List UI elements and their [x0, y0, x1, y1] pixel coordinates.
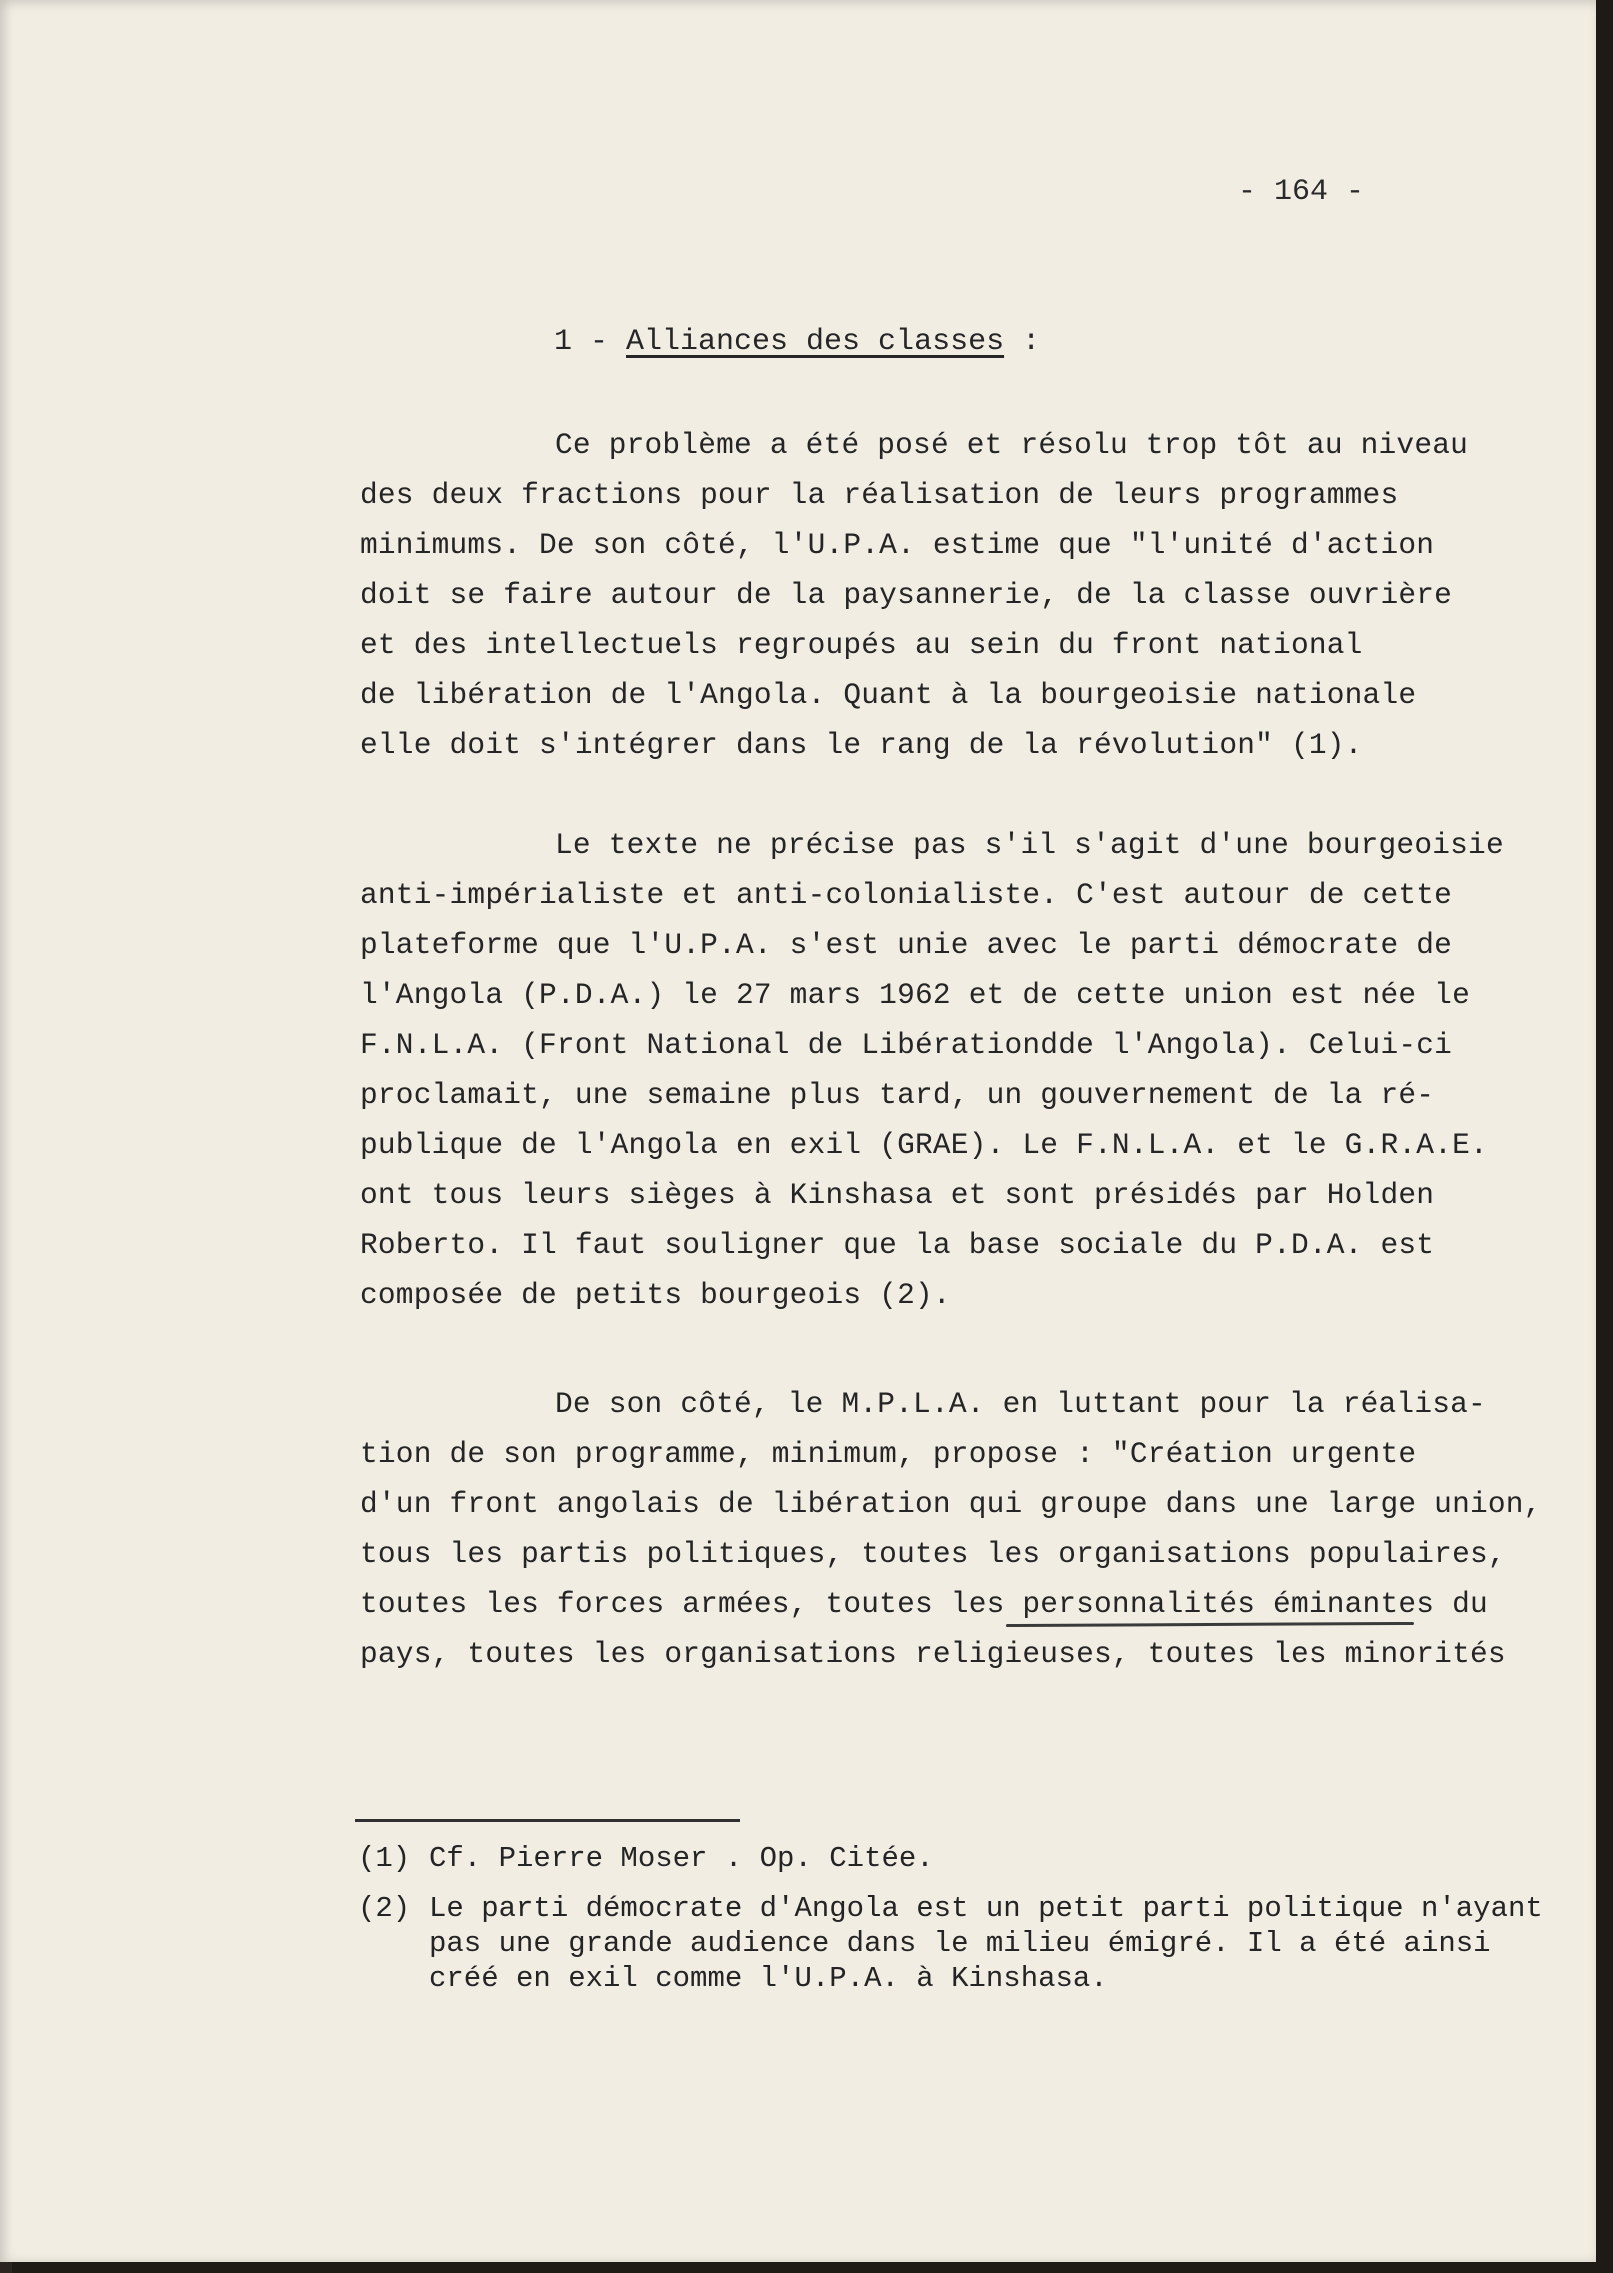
- paragraph-3-line-4: tous les partis politiques, toutes les organisations populaires,: [360, 1537, 1506, 1571]
- paragraph-1-line-3: minimums. De son côté, l'U.P.A. estime que "l'unité d'action: [360, 528, 1435, 562]
- paragraph-3-line-6: pays, toutes les organisations religieuses, toutes les minorités: [360, 1637, 1506, 1671]
- footnote-1-marker: (1): [358, 1842, 411, 1875]
- heading-suffix: :: [1004, 325, 1041, 359]
- paragraph-1-line-2: des deux fractions pour la réalisation de leurs programmes: [360, 478, 1399, 512]
- paragraph-2-line-8: ont tous leurs sièges à Kinshasa et sont présidés par Holden: [360, 1178, 1435, 1212]
- paragraph-3-line-5: toutes les forces armées, toutes les personnalités éminantes du: [360, 1587, 1488, 1621]
- handwritten-underline: [1006, 1622, 1414, 1627]
- paragraph-3-line-1: De son côté, le M.P.L.A. en luttant pour la réalisa-: [555, 1387, 1486, 1421]
- section-heading: [554, 325, 1040, 359]
- paragraph-2-line-1: Le texte ne précise pas s'il s'agit d'une bourgeoisie: [555, 828, 1504, 862]
- footnote-separator: [355, 1819, 740, 1822]
- paragraph-1-line-5: et des intellectuels regroupés au sein du front national: [360, 628, 1363, 662]
- footnote-2-line-1: Le parti démocrate d'Angola est un petit parti politique n'ayant: [429, 1892, 1543, 1925]
- paragraph-2-line-9: Roberto. Il faut souligner que la base sociale du P.D.A. est: [360, 1228, 1435, 1262]
- heading-number: 1 -: [554, 325, 627, 359]
- paragraph-2-line-4: l'Angola (P.D.A.) le 27 mars 1962 et de cette union est née le: [360, 978, 1470, 1012]
- paragraph-1-line-7: elle doit s'intégrer dans le rang de la révolution" (1).: [360, 728, 1363, 762]
- paragraph-2-line-6: proclamait, une semaine plus tard, un gouvernement de la ré-: [360, 1078, 1435, 1112]
- page-number: - 164 -: [1238, 175, 1365, 209]
- paragraph-1-line-4: doit se faire autour de la paysannerie, de la classe ouvrière: [360, 578, 1453, 612]
- paragraph-2-line-10: composée de petits bourgeois (2).: [360, 1278, 951, 1312]
- paragraph-1-line-6: de libération de l'Angola. Quant à la bourgeoisie nationale: [360, 678, 1417, 712]
- paragraph-2-line-5: F.N.L.A. (Front National de Libérationdde l'Angola). Celui-ci: [360, 1028, 1453, 1062]
- footnote-2-marker: (2): [358, 1892, 411, 1925]
- heading-title: Alliances des classes: [626, 325, 1005, 359]
- paragraph-1-line-1: Ce problème a été posé et résolu trop tôt au niveau: [555, 428, 1469, 462]
- footnote-1-line-1: Cf. Pierre Moser . Op. Citée.: [429, 1842, 934, 1875]
- paragraph-3-line-2: tion de son programme, minimum, propose : "Création urgente: [360, 1437, 1417, 1471]
- paragraph-3-line-3: d'un front angolais de libération qui groupe dans une large union,: [360, 1487, 1542, 1521]
- footnote-2-line-3: créé en exil comme l'U.P.A. à Kinshasa.: [429, 1962, 1108, 1995]
- paragraph-2-line-3: plateforme que l'U.P.A. s'est unie avec le parti démocrate de: [360, 928, 1453, 962]
- footnote-2-line-2: pas une grande audience dans le milieu émigré. Il a été ainsi: [429, 1927, 1491, 1960]
- paragraph-2-line-2: anti-impérialiste et anti-colonialiste. C'est autour de cette: [360, 878, 1453, 912]
- paragraph-2-line-7: publique de l'Angola en exil (GRAE). Le F.N.L.A. et le G.R.A.E.: [360, 1128, 1488, 1162]
